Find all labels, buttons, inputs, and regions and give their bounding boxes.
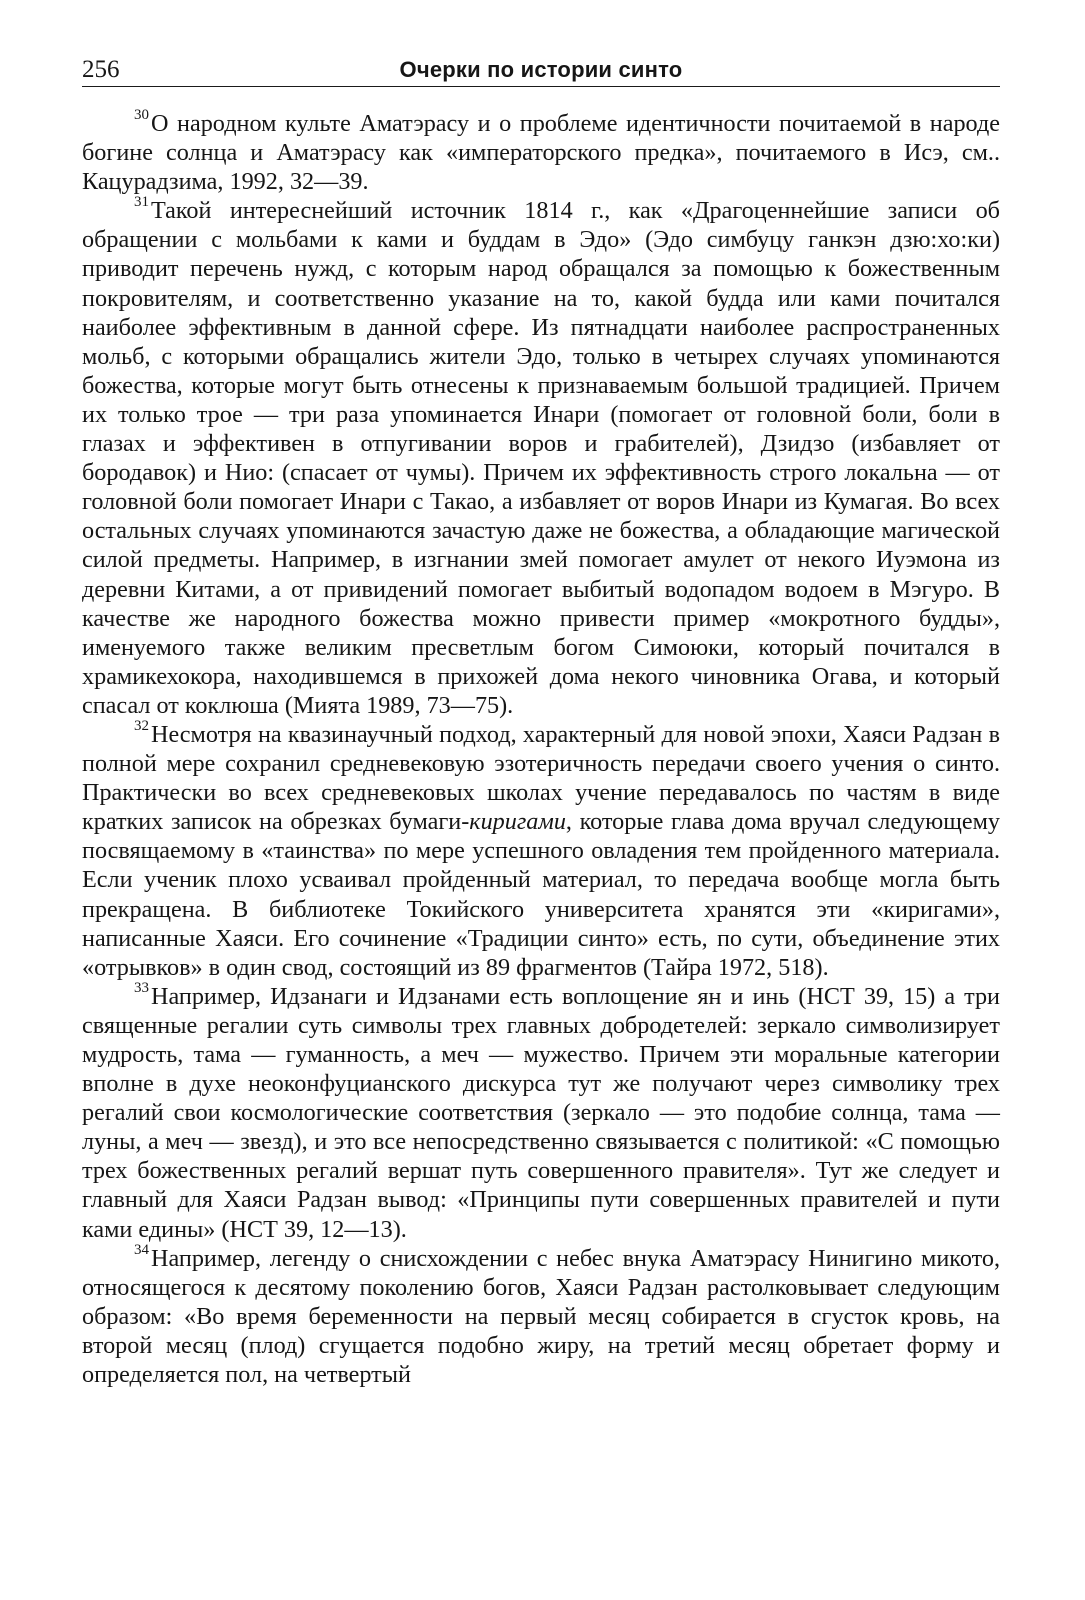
footnote-text: Такой интереснейший источник 1814 г., как «Драгоценнейшие записи об обращении с мольбами к ками и буддам в Эдо» (Эдо симбуцу ганкэн дзю:хо:ки) приводит перечень нужд, с которым народ обращался за помощью к божественным покровителям, и соответственно указание на то, какой будда или ками почитался наиболее эффективным в данной сфере. Из пятнадцати наиболее распространенных мольб, с которыми обращались жители Эдо, только в четырех случаях упоминаются божества, которые могут быть отнесены к признаваемым большой традицией. Причем их только трое — три раза упоминается Инари (помогает от головной боли, боли в глазах и эффективен в отпугивании воров и грабителей), Дзидзо (избавляет от бородавок) и Нио: (спасает от чумы). Причем их эффективность строго локальна — от головной боли помогает Инари с Такао, а избавляет от воров Инари из Кумагая. Во всех остальных случаях упоминаются зачастую даже не божества, а обладающие магической силой предметы. Например, в изгнании змей помогает амулет от некого Иуэмона из деревни Китами, а от привидений помогает выбитый водопадом водоем в Мэгуро. В качестве же народного божества можно привести пример «мокротного будды», именуемого также великим пресветлым богом Симоюки, который почитался в храмикехокора, находившемся в прихожей дома некого чиновника Огава, и который спасал от коклюша (Мията 1989, 73—75). [82, 197, 1000, 719]
footnote-number: 32 [134, 717, 149, 734]
footnotes-section [82, 106, 1000, 1389]
italic-term-kirigami: киригами [469, 808, 566, 836]
footnote-number: 31 [134, 194, 149, 211]
running-head-title: Очерки по истории синто [399, 57, 683, 82]
footnote-text-continued: , которые глава дома вручал следующему посвящаемому в «таинства» по мере успешного овладения тем пройденного материала. Если ученик плохо усваивал пройденный материал, то передача вообще могла быть прекращена. В библиотеке Токийского университета хранятся эти «киригами», написанные Хаяси. Его сочинение «Традиции синто» есть, по сути, объединение этих «отрывков» в один свод, состоящий из 89 фрагментов (Тайра 1972, 518). [82, 808, 1000, 981]
footnote-text: Например, легенду о снисхождении с небес внука Аматэрасу Нинигино микото, относящегося к десятому поколению богов, Хаяси Радзан растолковывает следующим образом: «Во время беременности на первый месяц собирается в сгусток кровь, на второй месяц (плод) сгущается подобно жиру, на третий месяц обретает форму и определяется пол, на четвертый [82, 1244, 1000, 1389]
footnote-number: 30 [134, 106, 149, 123]
footnote-31 [82, 196, 1000, 720]
page-number: 256 [82, 56, 120, 83]
footnote-text: О народном культе Аматэрасу и о проблеме идентичности почитаемой в народе богине солнца и Аматэрасу как «императорского предка», почитаемого в Исэ, см.. Кацурадзима, 1992, 32—39. [82, 110, 1000, 196]
footnote-32 [82, 717, 1000, 982]
book-page [82, 52, 1000, 1389]
footnote-number: 33 [134, 979, 149, 996]
running-head [82, 52, 1000, 87]
footnote-text: Несмотря на квазинаучный подход, характерный для новой эпохи, Хаяси Радзан в полной мере сохранил средневековую эзотеричность передачи своего учения о синто. Практически во всех средневековых школах учение передавалось по частям в виде кратких записок на обрезках бумаги- [82, 720, 1000, 836]
footnote-34 [82, 1241, 1000, 1389]
footnote-number: 34 [134, 1241, 149, 1258]
footnote-text: Например, Идзанаги и Идзанами есть воплощение ян и инь (НСТ 39, 15) а три священные регалии суть символы трех главных добродетелей: зеркало символизирует мудрость, тама — гуманность, а меч — мужество. Причем эти моральные категории вполне в духе неоконфуцианского дискурса тут же получают через символику трех регалий свои космологические соответствия (зеркало — это подобие солнца, тама — луны, а меч — звезд), и это все непосредственно связывается с политикой: «С помощью трех божественных регалий вершат путь совершенного правителя». Тут же следует и главный для Хаяси Радзан вывод: «Принципы пути совершенных правителей и пути ками едины» (НСТ 39, 12—13). [82, 982, 1000, 1243]
footnote-30 [82, 106, 1000, 196]
footnote-33 [82, 979, 1000, 1244]
